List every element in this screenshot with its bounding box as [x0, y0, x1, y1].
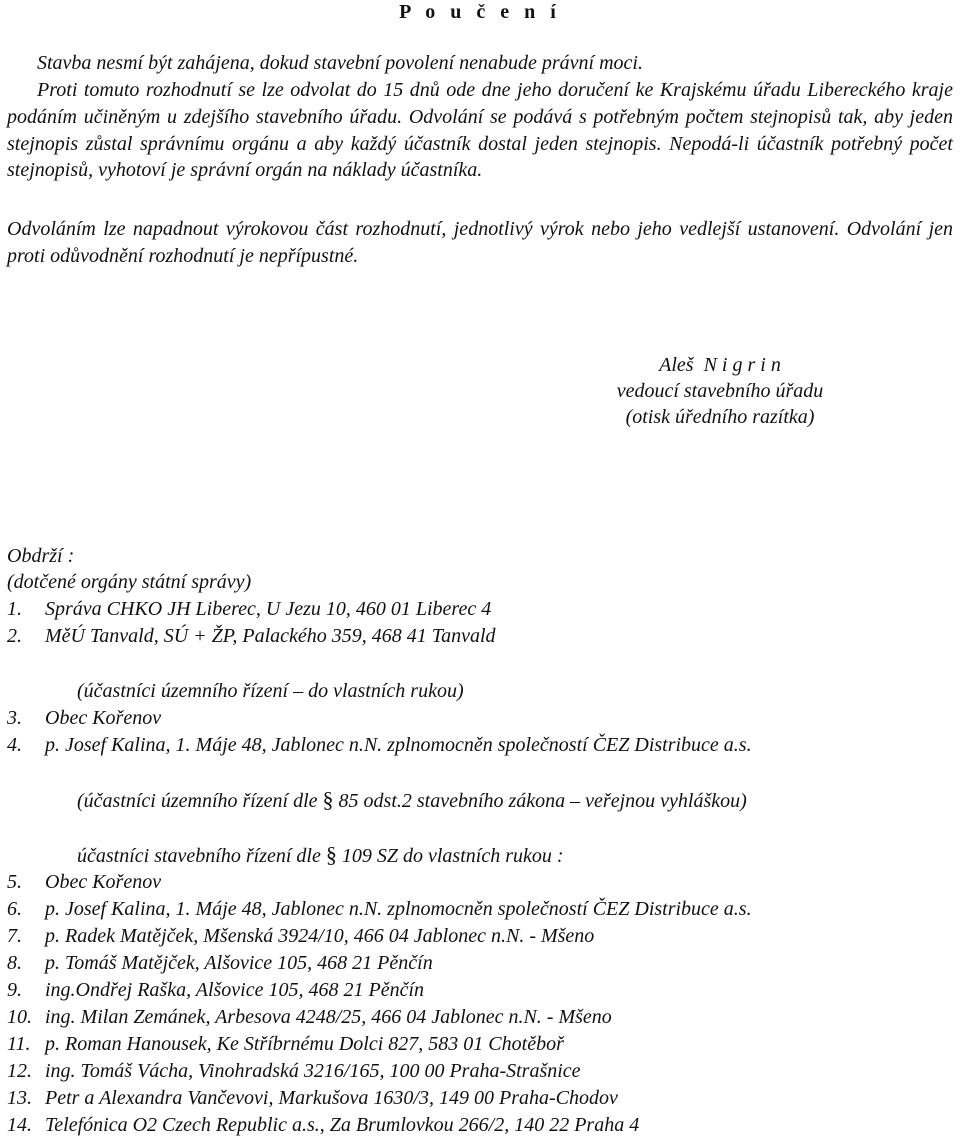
instruction-paragraph-3: Odvoláním lze napadnout výrokovou část rozhodnutí, jednotlivý výrok nebo jeho vedlejší ustanovení. Odvolání jen proti odůvodnění rozhodnutí je nepřípustné. [7, 218, 953, 267]
list-item: 9. ing.Ondřej Raška, Alšovice 105, 468 21 Pěnčín [7, 979, 425, 1001]
instruction-paragraph-2: Proti tomuto rozhodnutí se lze odvolat do 15 dnů ode dne jeho doručení ke Krajskému úřadu Libereckého kraje podáním učiněným u zdejšího stavebního úřadu. Odvolání se podává s potřebným počtem stejnopisů tak, aby jeden stejnopis zůstal správnímu orgánu a aby každý účastník dostal jeden stejnopis. Nepodá-li účastník potřebný počet stejnopisů, vyhotoví je správní orgán na náklady účastníka. [7, 79, 953, 182]
group2-title: (účastníci územního řízení – do vlastních rukou) [77, 680, 464, 702]
instruction-line-1: Stavba nesmí být zahájena, dokud stavební povolení nenabude právní moci. [37, 52, 643, 74]
section-sign-icon: § [325, 842, 337, 867]
list-item: 3. Obec Kořenov [7, 707, 162, 729]
signature-block [560, 352, 880, 430]
stamp-note: (otisk úředního razítka) [625, 406, 815, 428]
list-item: 10. ing. Milan Zemánek, Arbesova 4248/25, 466 04 Jablonec n.N. - Mšeno [7, 1006, 612, 1028]
document-heading: P o u č e n í [399, 1, 561, 23]
list-item: 7. p. Radek Matějček, Mšenská 3924/10, 466 04 Jablonec n.N. - Mšeno [7, 925, 595, 947]
list-item: 6. p. Josef Kalina, 1. Máje 48, Jablonec n.N. zplnomocněn společností ČEZ Distribuce a.s. [7, 898, 752, 920]
group1-title: (dotčené orgány státní správy) [7, 571, 252, 593]
list-item: 8. p. Tomáš Matějček, Alšovice 105, 468 21 Pěnčín [7, 952, 433, 974]
signatory-first-name: Aleš [659, 354, 694, 376]
group4-title: účastníci stavebního řízení dle § 109 SZ do vlastních rukou : [77, 842, 564, 867]
list-item: 4. p. Josef Kalina, 1. Máje 48, Jablonec n.N. zplnomocněn společností ČEZ Distribuce a.s. [7, 734, 752, 756]
signatory-last-name: N i g r i n [703, 354, 781, 376]
list-item: 2. MěÚ Tanvald, SÚ + ŽP, Palackého 359, 468 41 Tanvald [7, 625, 496, 647]
list-item: 11. p. Roman Hanousek, Ke Stříbrnému Dolci 827, 583 01 Chotěboř [7, 1033, 564, 1055]
signatory-role: vedoucí stavebního úřadu [616, 380, 824, 402]
list-item: 14. Telefónica O2 Czech Republic a.s., Za Brumlovkou 266/2, 140 22 Praha 4 [7, 1114, 640, 1136]
recipients-header: Obdrží : [7, 545, 75, 567]
list-item: 12. ing. Tomáš Vácha, Vinohradská 3216/165, 100 00 Praha-Strašnice [7, 1060, 581, 1082]
list-item: 13. Petr a Alexandra Vančevovi, Markušova 1630/3, 149 00 Praha-Chodov [7, 1087, 618, 1109]
group3-title: (účastníci územního řízení dle § 85 odst.2 stavebního zákona – veřejnou vyhláškou) [77, 787, 747, 812]
signatory-name [560, 352, 880, 378]
list-item: 5. Obec Kořenov [7, 871, 162, 893]
list-item: 1. Správa CHKO JH Liberec, U Jezu 10, 460 01 Liberec 4 [7, 598, 492, 620]
section-sign-icon: § [322, 787, 334, 812]
